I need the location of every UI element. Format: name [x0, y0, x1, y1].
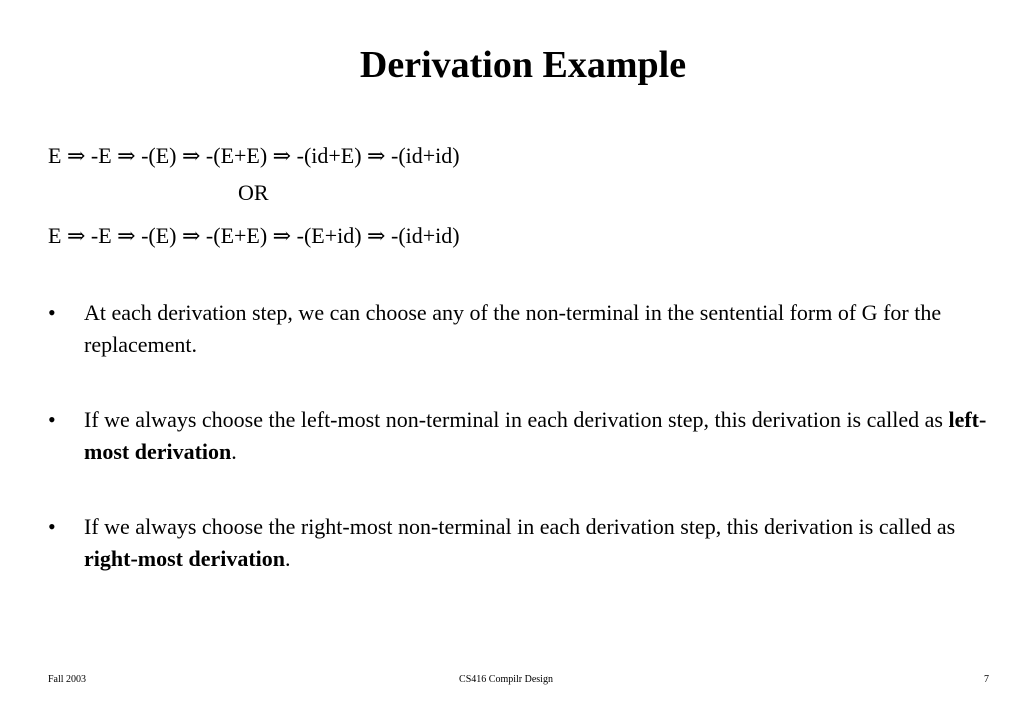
footer-center: CS416 Compilr Design [459, 674, 553, 685]
bullet-item [48, 404, 998, 468]
derivation-line-2: E ⇒ -E ⇒ -(E) ⇒ -(E+E) ⇒ -(E+id) ⇒ -(id+id) [48, 223, 460, 248]
bullet-text-bold: left-most derivation [84, 407, 987, 464]
footer-left: Fall 2003 [48, 674, 87, 685]
or-label: OR [238, 180, 269, 205]
bullet-text-bold: right-most derivation [84, 546, 286, 571]
footer-page-number: 7 [984, 674, 989, 685]
bullet-text [84, 404, 998, 468]
bullet-text [84, 511, 998, 575]
bullet-text-plain: At each derivation step, we can choose any of the non-terminal in the sentential form of G for the replacement. [84, 300, 942, 357]
bullet-marker: • [48, 514, 56, 539]
bullet-text-end: . [285, 546, 291, 571]
bullet-text [84, 297, 998, 361]
bullet-text-end: . [231, 439, 237, 464]
derivation-line-1: E ⇒ -E ⇒ -(E) ⇒ -(E+E) ⇒ -(id+E) ⇒ -(id+id) [48, 143, 460, 168]
bullet-marker: • [48, 407, 56, 432]
bullet-text-plain: If we always choose the left-most non-terminal in each derivation step, this derivation is called as [84, 407, 949, 432]
bullet-marker: • [48, 300, 56, 325]
slide-title: Derivation Example [359, 44, 687, 86]
bullet-item [48, 511, 998, 575]
bullet-item [48, 297, 998, 361]
bullet-text-plain: If we always choose the right-most non-terminal in each derivation step, this derivation is called as [84, 514, 956, 539]
